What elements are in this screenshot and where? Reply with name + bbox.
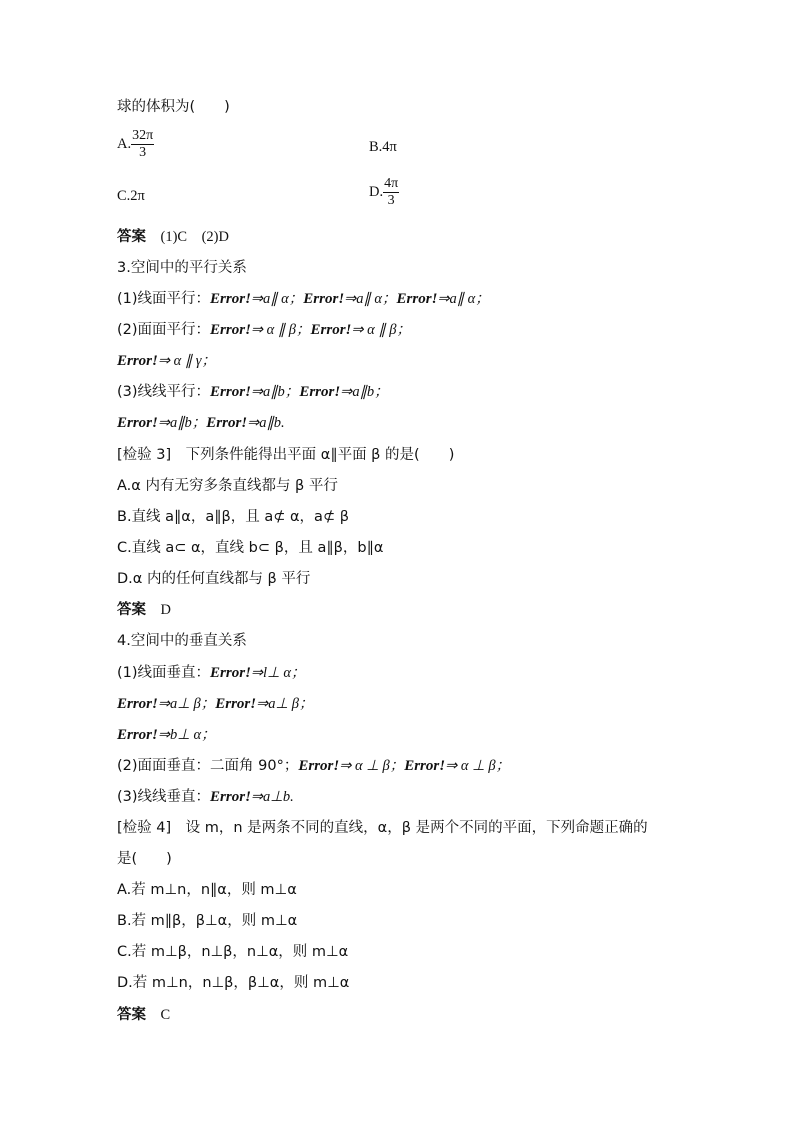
s3-line-2: [117, 320, 411, 340]
option-c: C.2π: [117, 188, 145, 204]
option-a-label: A.: [117, 135, 132, 152]
formula-text: ⇒ α ⊥ β；: [445, 758, 511, 774]
formula-text: ⇒a∥ α；: [344, 291, 397, 307]
error-field: Error!: [303, 291, 345, 307]
formula-text: ⇒a⊥ β；: [157, 696, 216, 712]
formula-text: ⇒a∥b；: [250, 384, 300, 400]
formula-text: ⇒ α ⊥ β；: [339, 758, 405, 774]
check-3-option-a: A.α 内有无穷多条直线都与 β 平行: [117, 478, 338, 494]
formula-text: ⇒a∥ α；: [437, 291, 490, 307]
formula-text: ⇒ α ∥ γ；: [157, 353, 216, 369]
s4-line-4: [117, 756, 510, 776]
answer-label: 答案: [117, 1007, 146, 1023]
check-3-option-c: C.直线 a⊂ α，直线 b⊂ β，且 a∥β，b∥α: [117, 540, 384, 556]
answer-value: D: [160, 602, 171, 618]
answer-value: (1)C (2)D: [160, 229, 229, 245]
error-field: Error!: [206, 415, 248, 431]
line-label: (2)面面平行：: [117, 322, 211, 338]
fraction-numerator: 32π: [132, 128, 154, 143]
option-a: [117, 128, 154, 161]
formula-text: ⇒a∥b；: [340, 384, 389, 400]
option-d-fraction: [383, 176, 399, 209]
error-field: Error!: [210, 384, 251, 400]
section-3-title: 3.空间中的平行关系: [117, 260, 247, 276]
s4-line-1: [117, 663, 305, 683]
answer-value: C: [160, 1007, 171, 1023]
s3-line-5: [117, 413, 285, 433]
check-3-option-d: D.α 内的任何直线都与 β 平行: [117, 571, 311, 587]
error-field: Error!: [117, 415, 158, 431]
answer-label: 答案: [117, 229, 146, 245]
check-4-stem-line-2: 是( ): [117, 851, 172, 867]
formula-text: ⇒a⊥ β；: [256, 696, 314, 712]
error-field: Error!: [310, 322, 352, 338]
line-label: (3)线线平行：: [117, 384, 211, 400]
error-field: Error!: [210, 665, 251, 681]
formula-text: ⇒ α ∥ β；: [351, 322, 411, 338]
section-4-title: 4.空间中的垂直关系: [117, 633, 247, 649]
formula-text: ⇒a∥b；: [157, 415, 207, 431]
formula-text: ⇒ α ∥ β；: [250, 322, 311, 338]
formula-text: ⇒a⊥b.: [250, 789, 294, 805]
formula-text: ⇒a∥b.: [247, 415, 285, 431]
line-label: (1)线面垂直：: [117, 665, 211, 681]
s4-line-2: [117, 694, 314, 714]
check-4-stem-line-1: [检验 4] 设 m，n 是两条不同的直线，α，β 是两个不同的平面，下列命题正确的: [117, 820, 648, 836]
check-4-option-a: A.若 m⊥n，n∥α，则 m⊥α: [117, 882, 297, 898]
check-4-option-c: C.若 m⊥β，n⊥β，n⊥α，则 m⊥α: [117, 944, 349, 960]
check-3-stem: [检验 3] 下列条件能得出平面 α∥平面 β 的是( ): [117, 447, 455, 463]
option-a-fraction: [131, 128, 154, 161]
formula-text: ⇒l⊥ α；: [250, 665, 306, 681]
fraction-denominator: 3: [139, 145, 147, 160]
option-d-label: D.: [369, 183, 384, 200]
formula-text: ⇒b⊥ α；: [157, 727, 216, 743]
line-label: (3)线线垂直：: [117, 789, 211, 805]
error-field: Error!: [298, 758, 340, 774]
error-field: Error!: [404, 758, 446, 774]
formula-text: ⇒a∥ α；: [250, 291, 304, 307]
answer-line-3: [117, 1005, 170, 1025]
s4-line-5: [117, 787, 294, 807]
error-field: Error!: [210, 789, 251, 805]
answer-line-1: [117, 227, 229, 247]
error-field: Error!: [299, 384, 341, 400]
s3-line-4: [117, 382, 389, 402]
fraction-denominator: 3: [387, 193, 395, 208]
s3-line-3: [117, 351, 216, 371]
error-field: Error!: [210, 322, 251, 338]
fraction-numerator: 4π: [384, 176, 399, 191]
error-field: Error!: [117, 696, 158, 712]
line-label: (2)面面垂直：二面角 90°；: [117, 758, 299, 774]
check-4-option-b: B.若 m∥β，β⊥α，则 m⊥α: [117, 913, 298, 929]
answer-line-2: [117, 600, 171, 620]
s4-line-3: [117, 725, 216, 745]
error-field: Error!: [215, 696, 257, 712]
check-4-option-d: D.若 m⊥n，n⊥β，β⊥α，则 m⊥α: [117, 975, 350, 991]
check-3-option-b: B.直线 a∥α，a∥β，且 a⊄ α，a⊄ β: [117, 509, 349, 525]
answer-label: 答案: [117, 602, 146, 618]
option-b: B.4π: [369, 139, 397, 155]
error-field: Error!: [210, 291, 251, 307]
error-field: Error!: [117, 353, 158, 369]
question-stem: 球的体积为( ): [117, 99, 230, 115]
line-label: (1)线面平行：: [117, 291, 211, 307]
s3-line-1: [117, 289, 490, 309]
error-field: Error!: [117, 727, 158, 743]
option-d: [369, 176, 399, 209]
error-field: Error!: [396, 291, 438, 307]
